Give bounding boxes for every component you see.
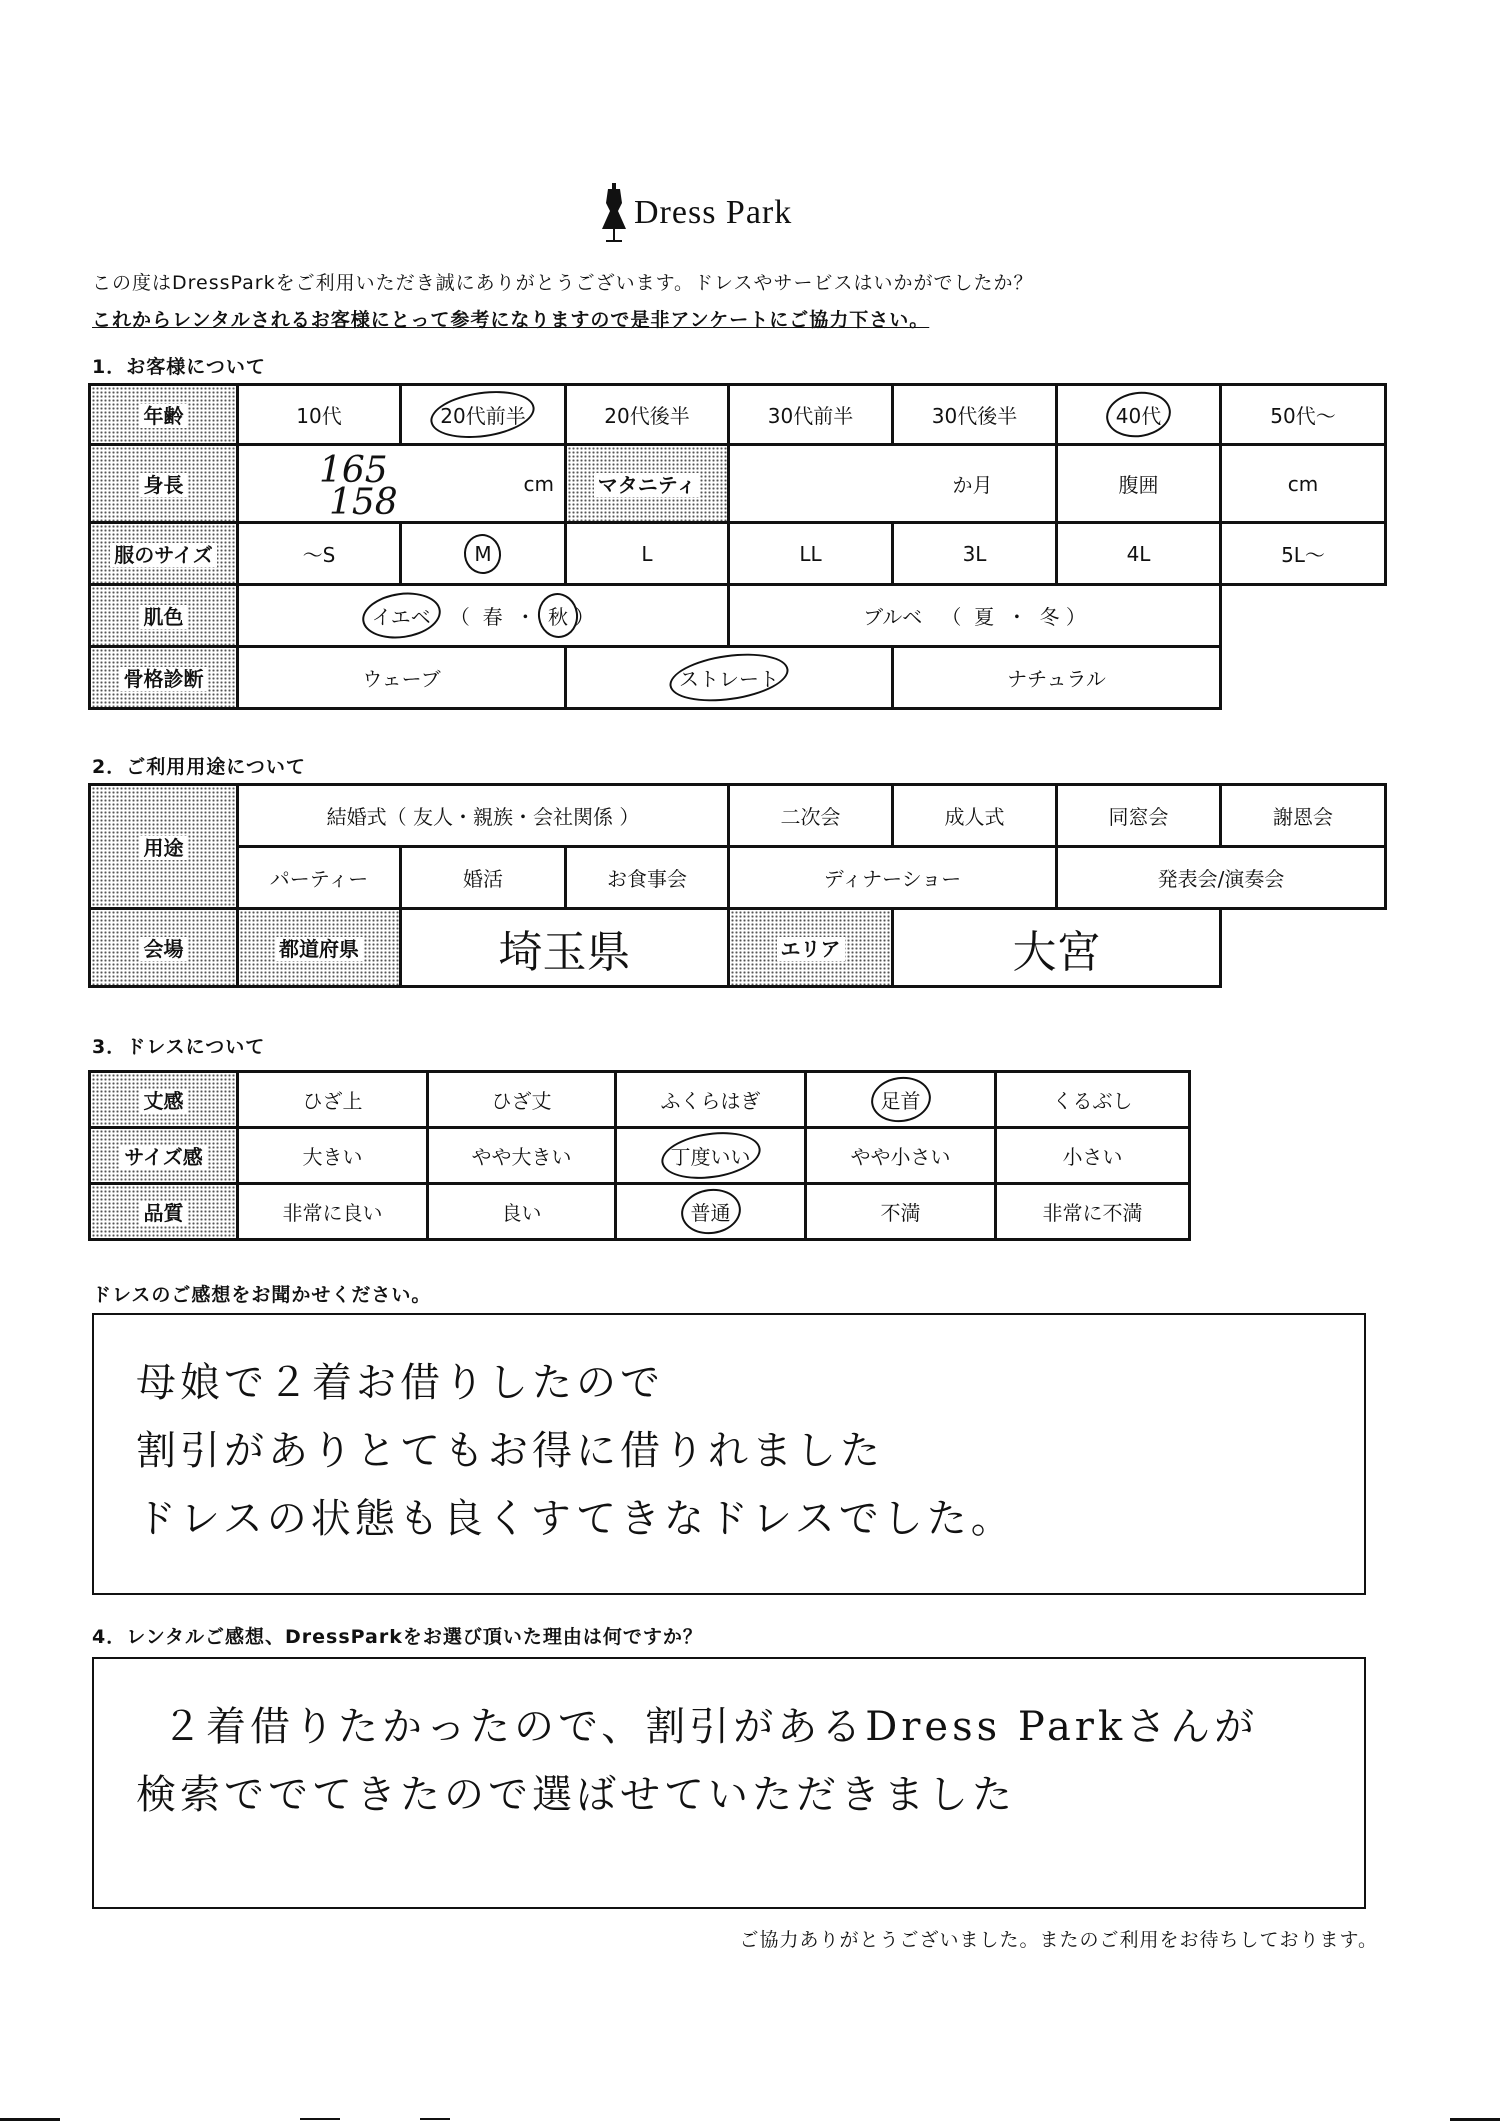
size-option[interactable]: 3L bbox=[893, 523, 1057, 585]
maternity-months-cell[interactable]: か月 bbox=[729, 445, 1057, 523]
purpose-option[interactable]: パーティー bbox=[238, 847, 401, 909]
purpose-option[interactable]: 成人式 bbox=[893, 785, 1057, 847]
skin-row bbox=[90, 585, 1386, 647]
section2-title: 2．ご利用用途について bbox=[92, 756, 306, 778]
purpose-row-1 bbox=[90, 785, 1386, 847]
purpose-option[interactable]: お食事会 bbox=[566, 847, 729, 909]
reason-box[interactable] bbox=[92, 1657, 1366, 1909]
footer-thanks: ご協力ありがとうございました。またのご利用をお待ちしております。 bbox=[739, 1929, 1378, 1951]
area-value[interactable]: 大宮 bbox=[893, 909, 1221, 987]
age-option-circled[interactable]: 20代前半 bbox=[401, 385, 566, 445]
dress-table bbox=[88, 1070, 1191, 1241]
empty-cell bbox=[1221, 585, 1386, 647]
area-label: エリア bbox=[729, 909, 893, 987]
empty-cell bbox=[1221, 647, 1386, 709]
impression-line: ドレスの状態も良くすてきなドレスでした。 bbox=[136, 1496, 1015, 1542]
fit-label: サイズ感 bbox=[90, 1128, 238, 1184]
age-option[interactable]: 30代前半 bbox=[729, 385, 893, 445]
impression-line: 割引がありとてもお得に借りれました bbox=[136, 1428, 884, 1474]
empty-cell bbox=[1221, 909, 1386, 987]
purpose-option[interactable]: 婚活 bbox=[401, 847, 566, 909]
size-option[interactable]: 〜S bbox=[238, 523, 401, 585]
waist-unit-cell[interactable]: cm bbox=[1221, 445, 1386, 523]
quality-option[interactable]: 良い bbox=[428, 1184, 616, 1240]
purpose-option[interactable]: 同窓会 bbox=[1057, 785, 1221, 847]
scan-artifact bbox=[420, 2118, 450, 2120]
scan-artifact bbox=[300, 2118, 340, 2120]
size-option[interactable]: 4L bbox=[1057, 523, 1221, 585]
fit-option[interactable]: やや大きい bbox=[428, 1128, 616, 1184]
venue-row bbox=[90, 909, 1386, 987]
purpose-option[interactable]: 謝恩会 bbox=[1221, 785, 1386, 847]
fit-option[interactable]: 小さい bbox=[996, 1128, 1190, 1184]
quality-option[interactable]: 不満 bbox=[806, 1184, 996, 1240]
reason-line: 検索ででてきたので選ばせていただきました bbox=[136, 1772, 1016, 1818]
skeleton-option[interactable]: ナチュラル bbox=[893, 647, 1221, 709]
reason-line: ２着借りたかったので、割引があるDress Parkさんが bbox=[162, 1704, 1259, 1750]
skeleton-option-circled[interactable]: ストレート bbox=[566, 647, 893, 709]
maternity-label: マタニティ bbox=[566, 445, 729, 523]
skeleton-option[interactable]: ウェーブ bbox=[238, 647, 566, 709]
height-value-1: 165 bbox=[319, 450, 388, 491]
section4-title: 4．レンタルご感想、DressParkをお選び頂いた理由は何ですか？ bbox=[92, 1626, 703, 1648]
impression-box[interactable] bbox=[92, 1313, 1366, 1595]
height-row bbox=[90, 445, 1386, 523]
purpose-table bbox=[88, 783, 1387, 988]
size-row bbox=[90, 523, 1386, 585]
size-option[interactable]: LL bbox=[729, 523, 893, 585]
blue-base-cell[interactable]: ブルベ （ 夏 ・ 冬 ） bbox=[729, 585, 1221, 647]
age-option[interactable]: 10代 bbox=[238, 385, 401, 445]
age-option[interactable]: 50代〜 bbox=[1221, 385, 1386, 445]
purpose-option[interactable]: 発表会/演奏会 bbox=[1057, 847, 1386, 909]
size-option[interactable]: L bbox=[566, 523, 729, 585]
purpose-option[interactable]: 二次会 bbox=[729, 785, 893, 847]
height-value-cell[interactable] bbox=[238, 445, 566, 523]
length-option[interactable]: ふくらはぎ bbox=[616, 1072, 806, 1128]
intro-request: これからレンタルされるお客様にとって参考になりますので是非アンケートにご協力下さい。 bbox=[92, 309, 930, 331]
impression-line: 母娘で２着お借りしたので bbox=[136, 1360, 664, 1406]
intro-text: この度はDressParkをご利用いただき誠にありがとうございます。ドレスやサービスはいかがでしたか？ bbox=[92, 272, 1034, 294]
size-label: 服のサイズ bbox=[90, 523, 238, 585]
prefecture-label: 都道府県 bbox=[238, 909, 401, 987]
skin-label: 肌色 bbox=[90, 585, 238, 647]
quality-option-circled[interactable]: 普通 bbox=[616, 1184, 806, 1240]
wedding-option-circled[interactable]: 結婚式（ 友人・親族・会社関係 ） bbox=[238, 785, 729, 847]
prefecture-value[interactable]: 埼玉県 bbox=[401, 909, 729, 987]
length-option[interactable]: ひざ上 bbox=[238, 1072, 428, 1128]
fit-row bbox=[90, 1128, 1190, 1184]
impression-title: ドレスのご感想をお聞かせください。 bbox=[92, 1284, 432, 1306]
quality-row bbox=[90, 1184, 1190, 1240]
age-option[interactable]: 20代後半 bbox=[566, 385, 729, 445]
age-option[interactable]: 30代後半 bbox=[893, 385, 1057, 445]
venue-label: 会場 bbox=[90, 909, 238, 987]
purpose-row-2 bbox=[90, 847, 1386, 909]
fit-option-circled[interactable]: 丁度いい bbox=[616, 1128, 806, 1184]
fit-option[interactable]: やや小さい bbox=[806, 1128, 996, 1184]
quality-option[interactable]: 非常に不満 bbox=[996, 1184, 1190, 1240]
age-option-circled[interactable]: 40代 bbox=[1057, 385, 1221, 445]
age-row bbox=[90, 385, 1386, 445]
dress-form-icon bbox=[600, 183, 628, 243]
skeleton-row bbox=[90, 647, 1386, 709]
length-row bbox=[90, 1072, 1190, 1128]
length-option[interactable]: くるぶし bbox=[996, 1072, 1190, 1128]
length-label: 丈感 bbox=[90, 1072, 238, 1128]
size-option[interactable]: 5L〜 bbox=[1221, 523, 1386, 585]
waist-label: 腹囲 bbox=[1057, 445, 1221, 523]
height-label: 身長 bbox=[90, 445, 238, 523]
length-option-circled[interactable]: 足首 bbox=[806, 1072, 996, 1128]
quality-label: 品質 bbox=[90, 1184, 238, 1240]
yellow-base-cell[interactable]: イエベ （ 春 ・ 秋 ） bbox=[238, 585, 729, 647]
dresspark-logo bbox=[600, 178, 900, 248]
size-option-circled[interactable]: M bbox=[401, 523, 566, 585]
fit-option[interactable]: 大きい bbox=[238, 1128, 428, 1184]
customer-table bbox=[88, 383, 1387, 710]
purpose-option[interactable]: ディナーショー bbox=[729, 847, 1057, 909]
section1-title: 1．お客様について bbox=[92, 356, 266, 378]
purpose-label: 用途 bbox=[90, 785, 238, 909]
logo-text: Dress Park bbox=[634, 194, 793, 231]
quality-option[interactable]: 非常に良い bbox=[238, 1184, 428, 1240]
skeleton-label: 骨格診断 bbox=[90, 647, 238, 709]
height-unit: cm bbox=[523, 472, 554, 496]
section3-title: 3．ドレスについて bbox=[92, 1036, 266, 1058]
length-option[interactable]: ひざ丈 bbox=[428, 1072, 616, 1128]
scan-artifact bbox=[0, 2118, 60, 2121]
scan-artifact bbox=[1450, 2118, 1500, 2121]
height-value-2: 158 bbox=[329, 482, 398, 523]
age-label: 年齢 bbox=[90, 385, 238, 445]
